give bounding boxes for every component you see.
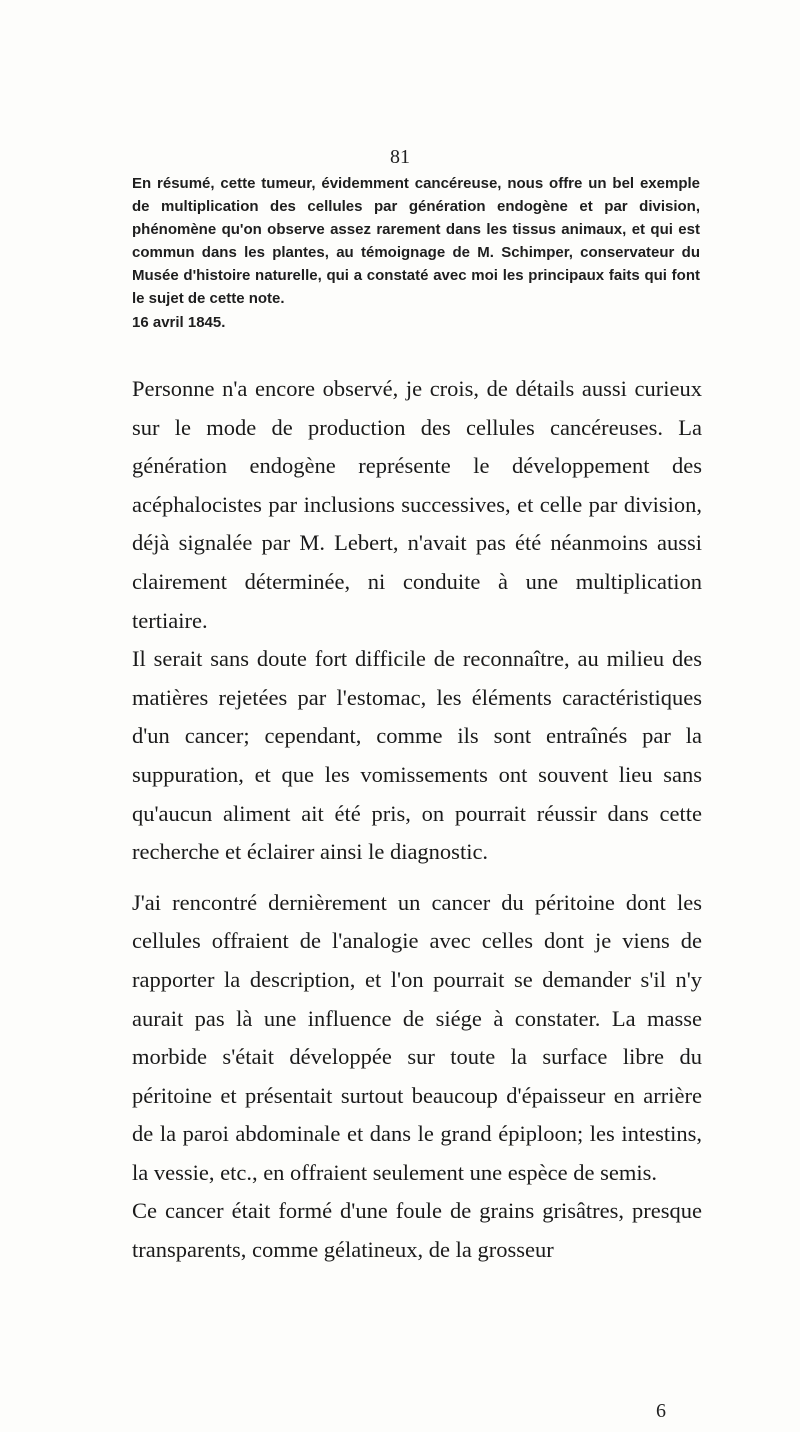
note-block [132, 172, 700, 334]
paragraph-2: Il serait sans doute fort difficile de reconnaître, au milieu des matières rejetées par l'estomac, les éléments caractéristiques d'un cancer; cependant, comme ils sont entraînés par la suppuration, et que les vomissements ont souvent lieu sans qu'aucun aliment ait été pris, on pourrait réussir dans cette recherche et éclairer ainsi le diagnostic. [132, 646, 702, 865]
paragraph-1: Personne n'a encore observé, je crois, de détails aussi curieux sur le mode de production des cellules cancéreuses. La génération endogène représente le développement des acéphalocistes par inclusions successives, et celle par division, déjà signalée par M. Lebert, n'avait pas été néanmoins aussi clairement déterminée, ni conduite à une multiplication tertiaire. [132, 376, 702, 633]
page-number: 81 [390, 146, 410, 168]
signature-mark: 6 [656, 1400, 666, 1422]
paragraph-3: J'ai rencontré dernièrement un cancer du péritoine dont les cellules offraient de l'analogie avec celles dont je viens de rapporter la description, et l'on pourrait se demander s'il n'y aurait pas là une influence de siége à constater. La masse morbide s'était développée sur toute la surface libre du péritoine et présentait surtout beaucoup d'épaisseur en arrière de la paroi abdominale et dans le grand épiploon; les intestins, la vessie, etc., en offraient seulement une espèce de semis. [132, 889, 702, 1185]
note-paragraph: En résumé, cette tumeur, évidemment cancéreuse, nous offre un bel exemple de multiplication des cellules par génération endogène et par division, phénomène qu'on observe assez rarement dans les tissus animaux, et qui est commun dans les plantes, au témoignage de M. Schimper, conservateur du Musée d'histoire naturelle, qui a constaté avec moi les principaux faits qui font le sujet de cette note. [132, 175, 700, 307]
paragraph-4: Ce cancer était formé d'une foule de grains grisâtres, presque transparents, comme gélatineux, de la grosseur [132, 1198, 702, 1263]
note-date: 16 avril 1845. [132, 314, 226, 331]
main-text [132, 370, 702, 1270]
